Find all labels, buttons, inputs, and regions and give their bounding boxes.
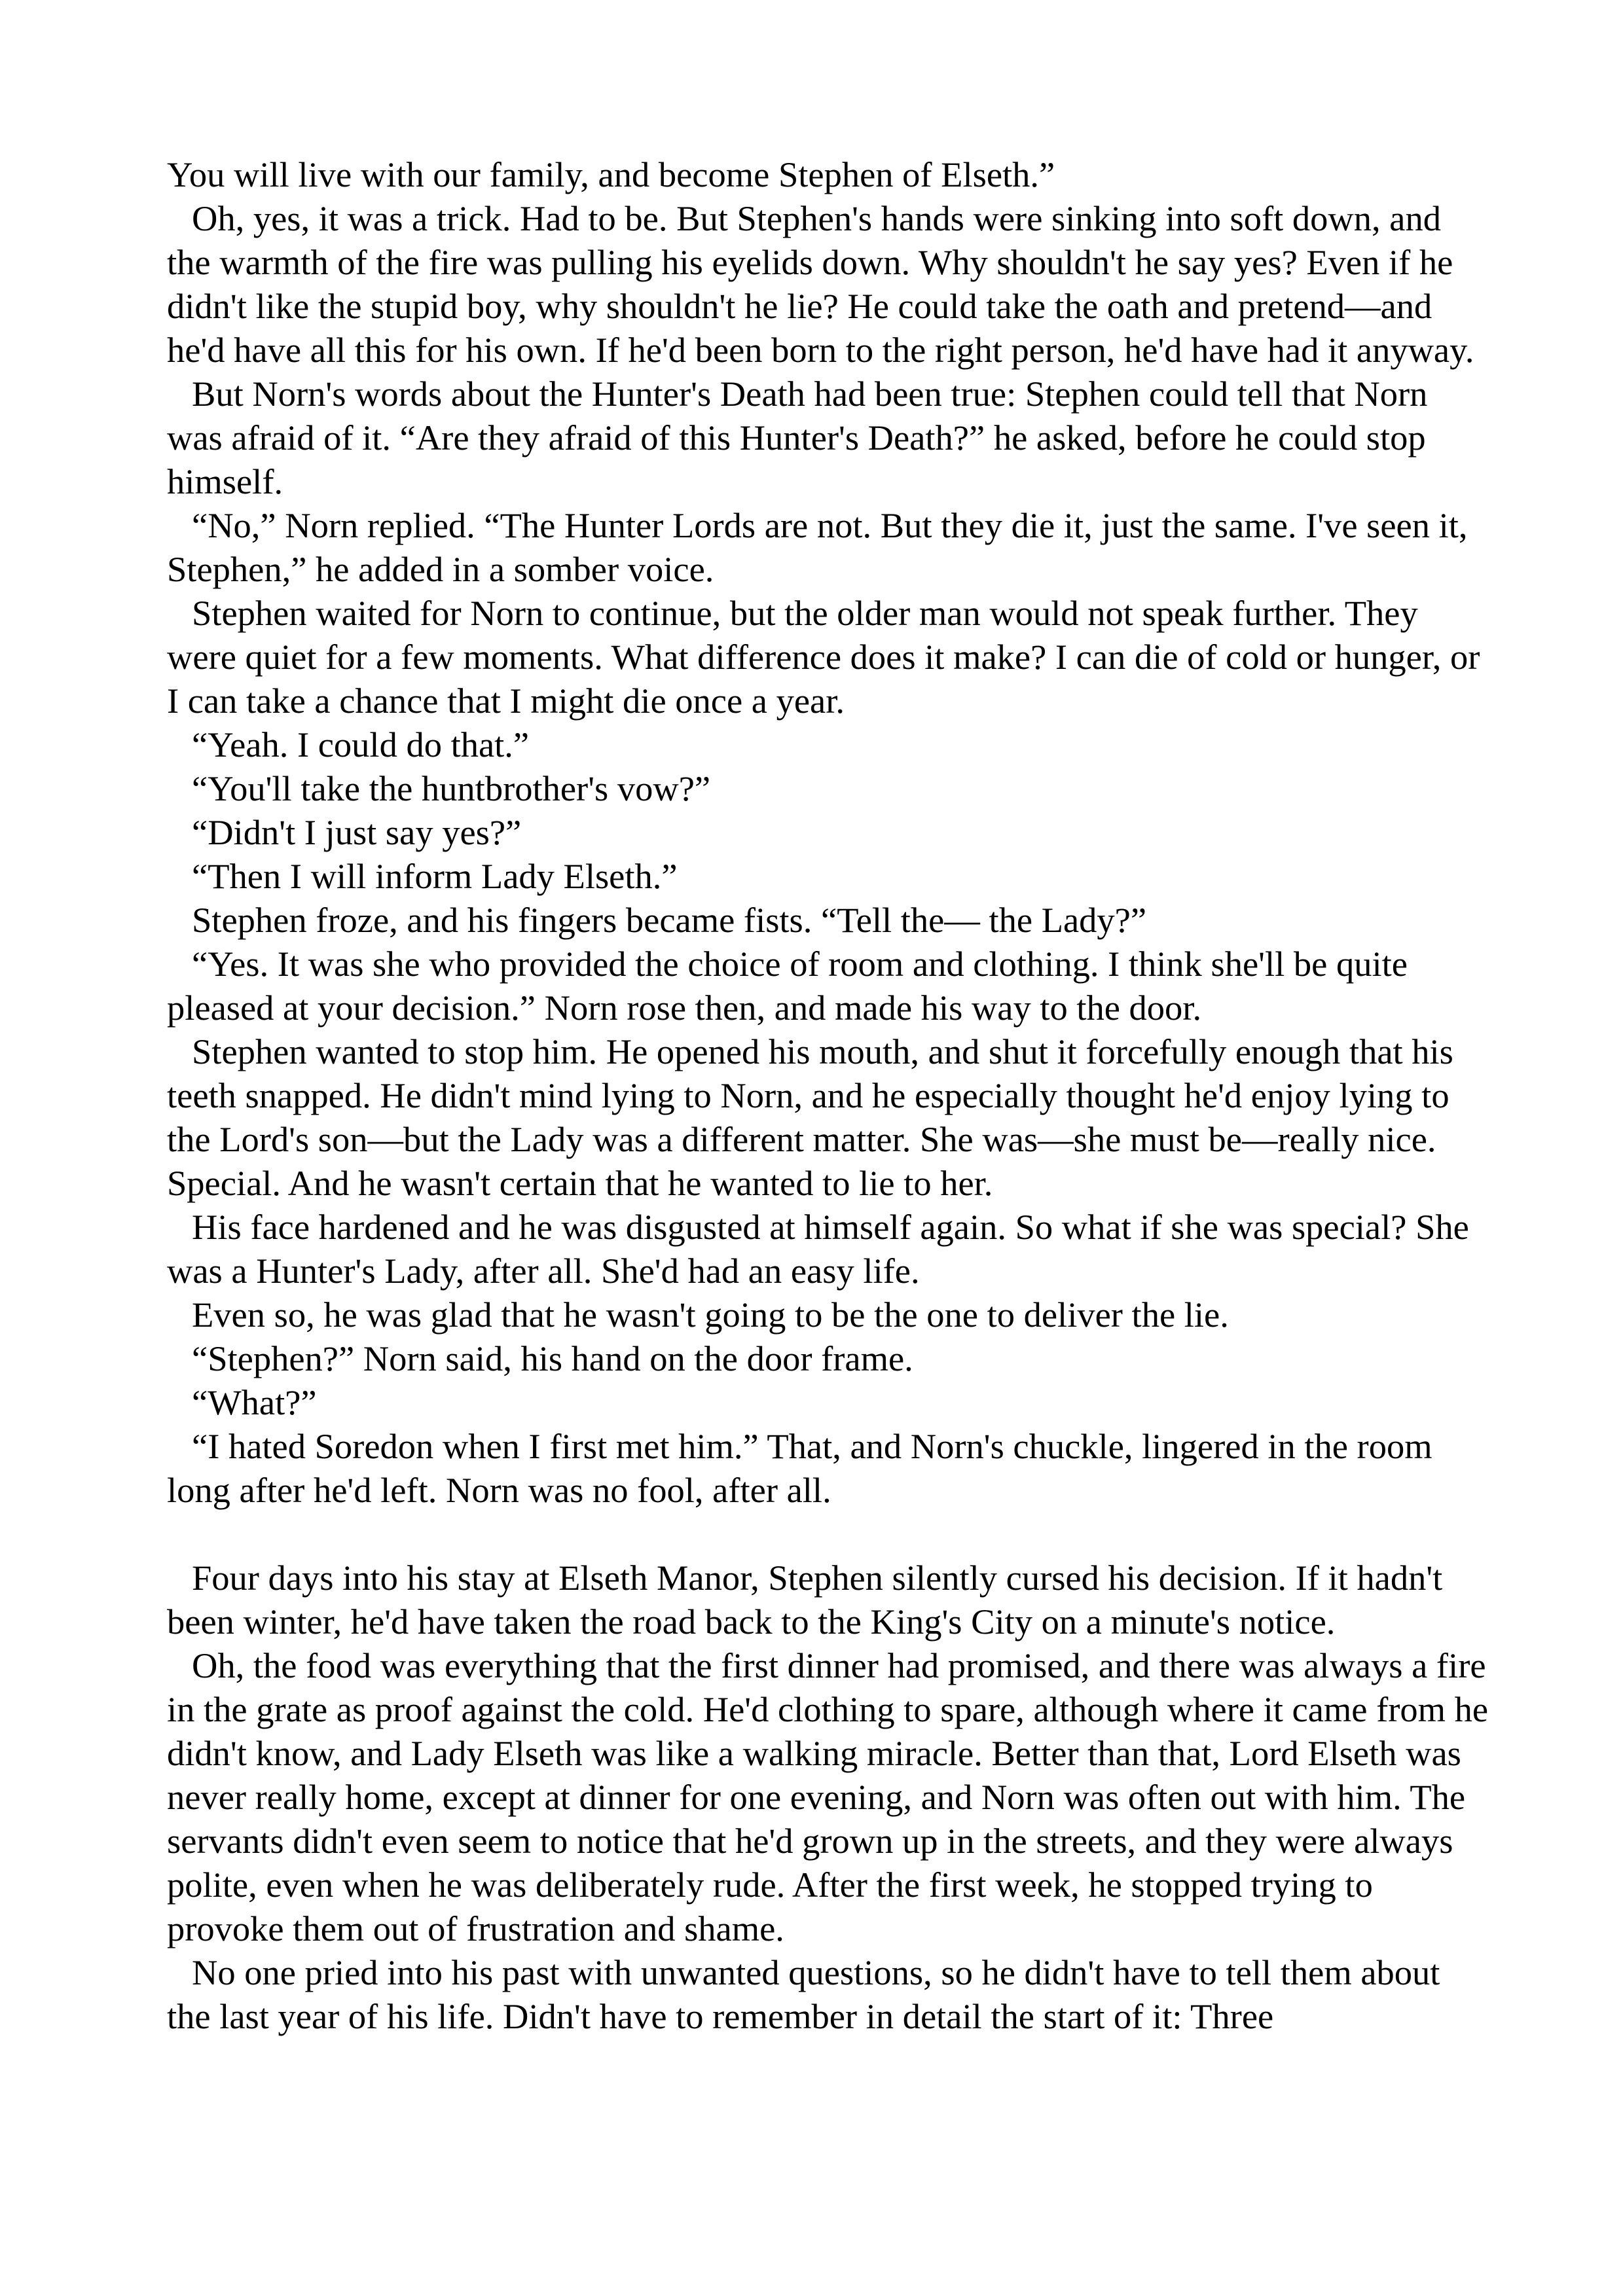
- paragraph: “Yes. It was she who provided the choice of room and clothing. I think she'll be quite pleased at your decision.” Norn rose then, and made his way to the door.: [167, 944, 1408, 1028]
- paragraph: Oh, yes, it was a trick. Had to be. But Stephen's hands were sinking into soft down, and the warmth of the fire was pulling his eyelids down. Why shouldn't he say yes? Even if he didn't like the stupid boy, why shouldn't he lie? He could take the oath and pretend—and he'd have all this for his own. If he'd been born to the right person, he'd have had it anyway.: [167, 198, 1474, 370]
- paragraph: “I hated Soredon when I first met him.” That, and Norn's chuckle, lingered in the room long after he'd left. Norn was no fool, after all.: [167, 1426, 1432, 1510]
- paragraph: “You'll take the huntbrother's vow?”: [192, 768, 711, 808]
- paragraph: Stephen froze, and his fingers became fists. “Tell the— the Lady?”: [192, 900, 1147, 940]
- paragraph: “Didn't I just say yes?”: [192, 812, 522, 852]
- paragraph: “What?”: [192, 1382, 317, 1422]
- paragraph: Stephen waited for Norn to continue, but the older man would not speak further. They were quiet for a few moments. What difference does it make? I can die of cold or hunger, or I can take a chance that I might die once a year.: [167, 593, 1480, 721]
- paragraph: His face hardened and he was disgusted at himself again. So what if she was special? She was a Hunter's Lady, after all. She'd had an easy life.: [167, 1207, 1469, 1291]
- paragraph: “Then I will inform Lady Elseth.”: [192, 856, 678, 896]
- paragraph: Even so, he was glad that he wasn't going to be the one to deliver the lie.: [192, 1295, 1229, 1335]
- paragraph: Oh, the food was everything that the first dinner had promised, and there was always a fire in the grate as proof against the cold. He'd clothing to spare, although where it came from he didn't know, and Lady Elseth was like a walking miracle. Better than that, Lord Elseth was never really home, except at dinner for one evening, and Norn was often out with him. The servants didn't even seem to notice that he'd grown up in the streets, and they were always polite, even when he was deliberately rude. After the first week, he stopped trying to provoke them out of frustration and shame.: [167, 1645, 1489, 1948]
- paragraph: “Yeah. I could do that.”: [192, 725, 530, 764]
- paragraph: No one pried into his past with unwanted questions, so he didn't have to tell them about the last year of his life. Didn't have to remember in detail the start of it: Three: [167, 1952, 1440, 2036]
- paragraph: Stephen wanted to stop him. He opened his mouth, and shut it forcefully enough that his teeth snapped. He didn't mind lying to Norn, and he especially thought he'd enjoy lying to the Lord's son—but the Lady was a different matter. She was—she must be—really nice. Special. And he wasn't certain that he wanted to lie to her.: [167, 1031, 1453, 1203]
- paragraph: Four days into his stay at Elseth Manor, Stephen silently cursed his decision. If it hadn't been winter, he'd have taken the road back to the King's City on a minute's notice.: [167, 1558, 1443, 1641]
- paragraph-continuation: You will live with our family, and become Stephen of Elseth.”: [167, 154, 1055, 194]
- section-break: [167, 1512, 1489, 1556]
- paragraph: “No,” Norn replied. “The Hunter Lords are not. But they die it, just the same. I've seen it, Stephen,” he added in a somber voice.: [167, 505, 1468, 589]
- paragraph: But Norn's words about the Hunter's Death had been true: Stephen could tell that Norn was afraid of it. “Are they afraid of this Hunter's Death?” he asked, before he could stop himself.: [167, 374, 1428, 501]
- paragraph: “Stephen?” Norn said, his hand on the door frame.: [192, 1338, 913, 1378]
- page-text: [167, 152, 1489, 2038]
